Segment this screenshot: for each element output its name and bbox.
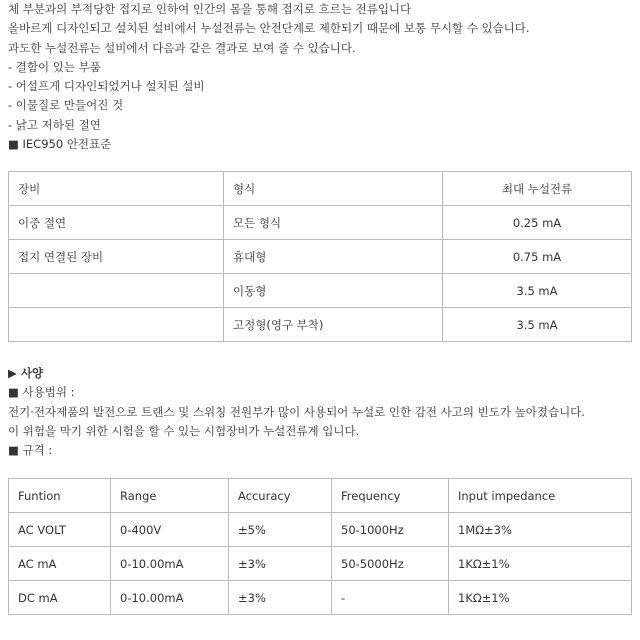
- table-cell: 1KΩ±1%: [449, 581, 632, 615]
- table-cell: 3.5 mA: [443, 274, 632, 308]
- intro-bullet: - 이물질로 만들어진 것: [8, 98, 124, 113]
- table-row: [9, 581, 632, 615]
- usage-label: ■ 사용범위 :: [8, 385, 75, 400]
- table-header-cell: Funtion: [9, 479, 111, 513]
- table-cell: 고정형(영구 부착): [224, 308, 443, 342]
- table-cell: 3.5 mA: [443, 308, 632, 342]
- table-cell: ±5%: [229, 513, 332, 547]
- intro-text-block: [8, 0, 634, 154]
- table-cell: 모든 형식: [224, 206, 443, 240]
- table-cell: 0.75 mA: [443, 240, 632, 274]
- table-cell: ±3%: [229, 547, 332, 581]
- table-cell: 접지 연결된 장비: [9, 240, 224, 274]
- table-cell: -: [332, 581, 449, 615]
- table-cell: [9, 308, 224, 342]
- table-row: [9, 513, 632, 547]
- table-row: [9, 240, 632, 274]
- usage-text: 전기·전자제품의 발전으로 트랜스 및 스위칭 전원부가 많이 사용되어 누설로 인한 감전 사고의 빈도가 높아졌습니다.: [8, 404, 585, 419]
- table-cell: DC mA: [9, 581, 111, 615]
- table-header-cell: Frequency: [332, 479, 449, 513]
- table-cell: 0-10.00mA: [111, 581, 229, 615]
- table-cell: 이중 절연: [9, 206, 224, 240]
- intro-bullet: - 어설프게 디자인되었거나 설치된 설비: [8, 79, 205, 94]
- intro-bullet: - 낡고 저하된 절연: [8, 117, 101, 132]
- table-cell: [9, 274, 224, 308]
- leakage-current-table: [8, 171, 632, 342]
- table-cell: 1MΩ±3%: [449, 513, 632, 547]
- table-cell: 이동형: [224, 274, 443, 308]
- intro-line: 체 부분과의 부적당한 접지로 인하여 인간의 몸을 통해 접지로 흐르는 전류입니다: [8, 2, 412, 16]
- table-cell: 50-1000Hz: [332, 513, 449, 547]
- table-cell: 휴대형: [224, 240, 443, 274]
- usage-text: 이 위험을 막기 위한 시험을 할 수 있는 시험장비가 누설전류계 입니다.: [8, 423, 360, 438]
- spec-section: [8, 364, 634, 460]
- table-cell: 0.25 mA: [443, 206, 632, 240]
- table-cell: 50-5000Hz: [332, 547, 449, 581]
- table-row: [9, 547, 632, 581]
- table-row: [9, 206, 632, 240]
- spec-label: ■ 규격 :: [8, 443, 53, 458]
- table-header-row: [9, 172, 632, 206]
- table-cell: ±3%: [229, 581, 332, 615]
- iec-standard-label: ■ IEC950 안전표준: [8, 137, 112, 152]
- table-cell: 0-10.00mA: [111, 547, 229, 581]
- table-header-cell: Range: [111, 479, 229, 513]
- table-header-cell: Input impedance: [449, 479, 632, 513]
- table-header-cell: 최대 누설전류: [443, 172, 632, 206]
- table-row: [9, 308, 632, 342]
- intro-line: 과도한 누설전류는 설비에서 다음과 같은 결과로 보여 줄 수 있습니다.: [8, 40, 356, 55]
- table-cell: AC VOLT: [9, 513, 111, 547]
- table-cell: 1KΩ±1%: [449, 547, 632, 581]
- table-cell: 0-400V: [111, 513, 229, 547]
- table-header-cell: 장비: [9, 172, 224, 206]
- table-row: [9, 274, 632, 308]
- intro-line: 올바르게 디자인되고 설치된 설비에서 누설전류는 안전단계로 제한되기 때문에 보통 무시할 수 있습니다.: [8, 21, 530, 36]
- table-header-row: [9, 479, 632, 513]
- intro-bullet: - 결함이 있는 부품: [8, 59, 101, 74]
- table-cell: AC mA: [9, 547, 111, 581]
- table-header-cell: 형식: [224, 172, 443, 206]
- spec-heading: ▶ 사양: [8, 366, 44, 380]
- table-header-cell: Accuracy: [229, 479, 332, 513]
- specification-table: [8, 478, 632, 615]
